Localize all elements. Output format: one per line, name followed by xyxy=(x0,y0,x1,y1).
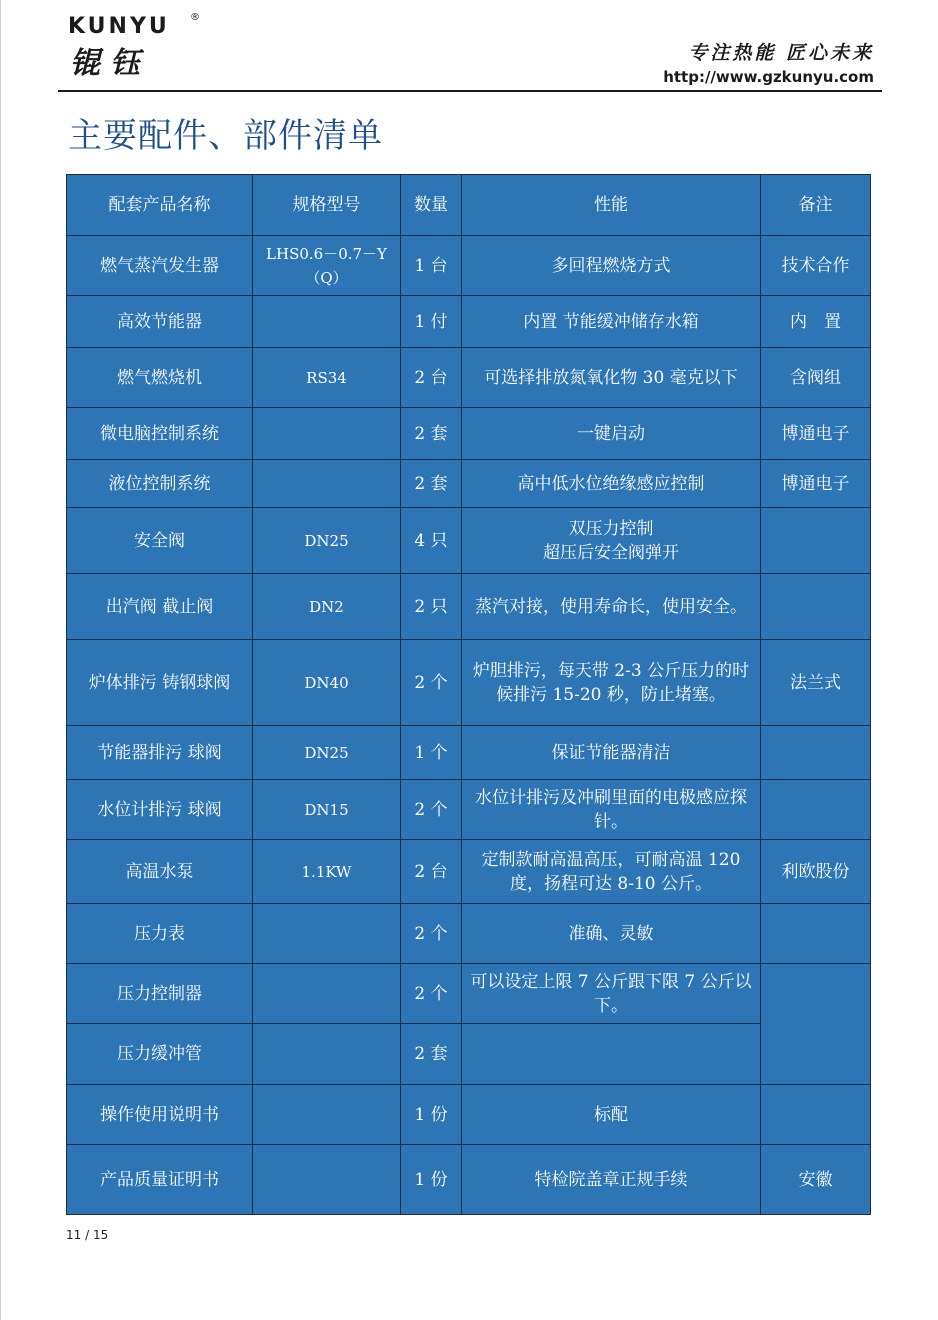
quantity-cell: 1 个 xyxy=(401,726,462,780)
registered-mark: ® xyxy=(190,12,200,23)
table-row xyxy=(67,1145,871,1215)
model-cell: DN25 xyxy=(253,508,401,574)
note-cell: 安徽 xyxy=(761,1145,871,1215)
table-row xyxy=(67,840,871,904)
note-cell xyxy=(761,1085,871,1145)
performance-cell: 水位计排污及冲刷里面的电极感应探针。 xyxy=(462,780,761,840)
header-divider xyxy=(58,90,882,92)
table-row xyxy=(67,236,871,296)
table-header-row xyxy=(67,175,871,236)
table-row xyxy=(67,640,871,726)
quantity-cell: 1 份 xyxy=(401,1145,462,1215)
model-cell xyxy=(253,1145,401,1215)
table-row xyxy=(67,508,871,574)
product-name-cell: 高效节能器 xyxy=(67,296,253,348)
company-url: http://www.gzkunyu.com xyxy=(663,68,874,86)
table-row xyxy=(67,460,871,508)
model-cell xyxy=(253,460,401,508)
performance-cell: 准确、灵敏 xyxy=(462,904,761,964)
note-cell: 含阀组 xyxy=(761,348,871,408)
product-name-cell: 压力缓冲管 xyxy=(67,1024,253,1085)
quantity-cell: 1 份 xyxy=(401,1085,462,1145)
performance-cell: 一键启动 xyxy=(462,408,761,460)
performance-cell: 多回程燃烧方式 xyxy=(462,236,761,296)
quantity-cell: 2 个 xyxy=(401,780,462,840)
quantity-cell: 1 台 xyxy=(401,236,462,296)
quantity-cell: 2 个 xyxy=(401,640,462,726)
product-name-cell: 操作使用说明书 xyxy=(67,1085,253,1145)
header-cell: 性能 xyxy=(462,175,761,236)
quantity-cell: 2 套 xyxy=(401,460,462,508)
quantity-cell: 2 套 xyxy=(401,408,462,460)
model-cell: DN40 xyxy=(253,640,401,726)
model-cell xyxy=(253,296,401,348)
model-cell: LHS0.6－0.7－Y（Q） xyxy=(253,236,401,296)
table-row xyxy=(67,1024,871,1085)
header-cell: 数量 xyxy=(401,175,462,236)
header-cell: 配套产品名称 xyxy=(67,175,253,236)
product-name-cell: 出汽阀 截止阀 xyxy=(67,574,253,640)
model-cell xyxy=(253,408,401,460)
performance-cell: 特检院盖章正规手续 xyxy=(462,1145,761,1215)
product-name-cell: 产品质量证明书 xyxy=(67,1145,253,1215)
product-name-cell: 压力表 xyxy=(67,904,253,964)
model-cell xyxy=(253,904,401,964)
table-row xyxy=(67,348,871,408)
logo-english-text: KUNYU xyxy=(68,14,170,39)
table-row xyxy=(67,1085,871,1145)
performance-cell: 内置 节能缓冲储存水箱 xyxy=(462,296,761,348)
table-row xyxy=(67,964,871,1024)
performance-cell: 定制款耐高温高压，可耐高温 120 度，扬程可达 8-10 公斤。 xyxy=(462,840,761,904)
kunyu-logo xyxy=(68,12,208,81)
model-cell: DN2 xyxy=(253,574,401,640)
performance-cell: 高中低水位绝缘感应控制 xyxy=(462,460,761,508)
logo-chinese-text: 锟钰 xyxy=(70,46,150,81)
quantity-cell: 2 个 xyxy=(401,964,462,1024)
performance-cell xyxy=(462,1024,761,1085)
header-cell: 规格型号 xyxy=(253,175,401,236)
note-cell xyxy=(761,964,871,1085)
note-cell: 技术合作 xyxy=(761,236,871,296)
table-row xyxy=(67,574,871,640)
product-name-cell: 燃气燃烧机 xyxy=(67,348,253,408)
table-row xyxy=(67,780,871,840)
model-cell: RS34 xyxy=(253,348,401,408)
model-cell xyxy=(253,1085,401,1145)
quantity-cell: 2 台 xyxy=(401,348,462,408)
product-name-cell: 高温水泵 xyxy=(67,840,253,904)
table-row xyxy=(67,726,871,780)
product-name-cell: 液位控制系统 xyxy=(67,460,253,508)
page-edge xyxy=(0,0,1,1320)
performance-cell: 炉胆排污，每天带 2-3 公斤压力的时候排污 15-20 秒，防止堵塞。 xyxy=(462,640,761,726)
performance-cell: 蒸汽对接，使用寿命长，使用安全。 xyxy=(462,574,761,640)
page-title: 主要配件、部件清单 xyxy=(68,116,383,156)
performance-line: 双压力控制 xyxy=(568,518,654,539)
table-row xyxy=(67,296,871,348)
product-name-cell: 压力控制器 xyxy=(67,964,253,1024)
model-cell: DN15 xyxy=(253,780,401,840)
product-name-cell: 炉体排污 铸钢球阀 xyxy=(67,640,253,726)
table-row xyxy=(67,904,871,964)
performance-cell: 可选择排放氮氧化物 30 毫克以下 xyxy=(462,348,761,408)
model-cell xyxy=(253,964,401,1024)
model-cell: DN25 xyxy=(253,726,401,780)
page-number: 11 / 15 xyxy=(66,1228,109,1242)
model-cell: 1.1KW xyxy=(253,840,401,904)
product-name-cell: 燃气蒸汽发生器 xyxy=(67,236,253,296)
quantity-cell: 4 只 xyxy=(401,508,462,574)
quantity-cell: 1 付 xyxy=(401,296,462,348)
performance-cell: 标配 xyxy=(462,1085,761,1145)
performance-cell: 保证节能器清洁 xyxy=(462,726,761,780)
header-cell: 备注 xyxy=(761,175,871,236)
product-name-cell: 安全阀 xyxy=(67,508,253,574)
note-cell: 利欧股份 xyxy=(761,840,871,904)
performance-cell: 可以设定上限 7 公斤跟下限 7 公斤以下。 xyxy=(462,964,761,1024)
note-cell xyxy=(761,780,871,840)
table-row xyxy=(67,408,871,460)
quantity-cell: 2 只 xyxy=(401,574,462,640)
note-cell: 法兰式 xyxy=(761,640,871,726)
model-cell xyxy=(253,1024,401,1085)
note-cell: 内 置 xyxy=(761,296,871,348)
performance-line: 超压后安全阀弹开 xyxy=(543,542,679,563)
note-cell xyxy=(761,904,871,964)
company-slogan: 专注热能 匠心未来 xyxy=(688,42,874,64)
performance-cell xyxy=(462,508,761,574)
product-name-cell: 微电脑控制系统 xyxy=(67,408,253,460)
quantity-cell: 2 套 xyxy=(401,1024,462,1085)
product-name-cell: 水位计排污 球阀 xyxy=(67,780,253,840)
product-name-cell: 节能器排污 球阀 xyxy=(67,726,253,780)
note-cell: 博通电子 xyxy=(761,460,871,508)
parts-table xyxy=(66,174,871,1215)
note-cell xyxy=(761,726,871,780)
note-cell: 博通电子 xyxy=(761,408,871,460)
note-cell xyxy=(761,508,871,574)
quantity-cell: 2 台 xyxy=(401,840,462,904)
note-cell xyxy=(761,574,871,640)
quantity-cell: 2 个 xyxy=(401,904,462,964)
